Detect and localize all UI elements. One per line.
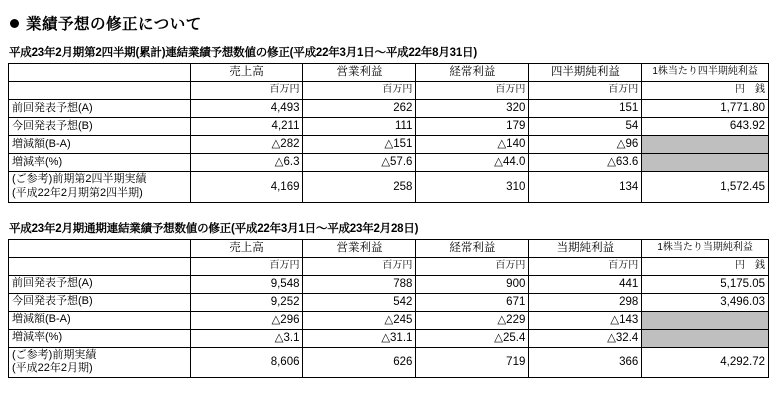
unit-operating-income: 百万円 [303, 257, 416, 275]
cell-shaded [642, 136, 769, 154]
cell-shaded [642, 329, 769, 347]
cell-value: 258 [303, 172, 416, 203]
row-label-current-forecast: 今回発表予想(B) [9, 293, 191, 311]
table-unit-row [9, 82, 769, 100]
section-caption: 平成23年2月期通期連結業績予想数値の修正(平成22年3月1日～平成23年2月28日) [9, 222, 419, 235]
cell-value: 4,292.72 [642, 347, 769, 378]
cell-value: △143 [529, 311, 642, 329]
table-row [9, 311, 769, 329]
cell-value: 441 [529, 275, 642, 293]
cell-value: 262 [303, 100, 416, 118]
unit-blank [9, 257, 191, 275]
row-label-current-forecast: 今回発表予想(B) [9, 118, 191, 136]
unit-ordinary-income: 百万円 [416, 82, 529, 100]
column-header-net-sales: 売上高 [190, 64, 303, 82]
unit-eps: 円 銭 [642, 257, 769, 275]
cell-value: 5,175.05 [642, 275, 769, 293]
column-header-operating-income: 営業利益 [303, 64, 416, 82]
column-header-ordinary-income: 経常利益 [416, 239, 529, 257]
cell-value: 788 [303, 275, 416, 293]
cell-value: △282 [190, 136, 303, 154]
section-caption: 平成23年2月期第2四半期(累計)連結業績予想数値の修正(平成22年3月1日～平成22年8月31日) [9, 47, 477, 59]
cell-value: 4,493 [190, 100, 303, 118]
cell-value: 900 [416, 275, 529, 293]
unit-ordinary-income: 百万円 [416, 257, 529, 275]
cell-value: 1,771.80 [642, 100, 769, 118]
column-header-net-income: 当期純利益 [529, 239, 642, 257]
section-q2-forecast-revision [8, 44, 769, 203]
unit-quarterly-net-income: 百万円 [529, 82, 642, 100]
column-header-ordinary-income: 経常利益 [416, 64, 529, 82]
cell-value: △229 [416, 311, 529, 329]
cell-value: 366 [529, 347, 642, 378]
table-row [9, 347, 769, 378]
column-header-eps: 1株当たり当期純利益 [642, 239, 769, 257]
column-header-operating-income: 営業利益 [303, 239, 416, 257]
table-row [9, 329, 769, 347]
cell-value: △3.1 [190, 329, 303, 347]
cell-value: 320 [416, 100, 529, 118]
table-unit-row [9, 257, 769, 275]
cell-value: 542 [303, 293, 416, 311]
cell-value: 719 [416, 347, 529, 378]
table-row [9, 154, 769, 172]
row-label-previous-forecast: 前回発表予想(A) [9, 275, 191, 293]
forecast-table-q2 [8, 63, 769, 203]
cell-value: △296 [190, 311, 303, 329]
unit-operating-income: 百万円 [303, 82, 416, 100]
cell-value: △57.6 [303, 154, 416, 172]
cell-value: 179 [416, 118, 529, 136]
cell-value: 9,548 [190, 275, 303, 293]
cell-shaded [642, 154, 769, 172]
cell-value: 310 [416, 172, 529, 203]
cell-value: 54 [529, 118, 642, 136]
cell-value: 671 [416, 293, 529, 311]
cell-value: 151 [529, 100, 642, 118]
cell-value: 4,169 [190, 172, 303, 203]
cell-value: 643.92 [642, 118, 769, 136]
section-fullyear-forecast-revision [8, 220, 769, 379]
row-label-line2: (平成22年2月期第2四半期) [12, 186, 143, 199]
cell-value: △245 [303, 311, 416, 329]
unit-net-sales: 百万円 [190, 257, 303, 275]
unit-eps: 円 銭 [642, 82, 769, 100]
row-label-change-rate: 増減率(%) [9, 329, 191, 347]
cell-value: 9,252 [190, 293, 303, 311]
table-row [9, 100, 769, 118]
cell-value: 3,496.03 [642, 293, 769, 311]
column-header-blank [9, 64, 191, 82]
cell-value: 1,572.45 [642, 172, 769, 203]
table-row [9, 136, 769, 154]
cell-value: △6.3 [190, 154, 303, 172]
cell-value: △140 [416, 136, 529, 154]
cell-value: △151 [303, 136, 416, 154]
cell-value: 4,211 [190, 118, 303, 136]
cell-value: 626 [303, 347, 416, 378]
cell-value: △96 [529, 136, 642, 154]
table-row [9, 275, 769, 293]
table-header-row [9, 64, 769, 82]
column-header-quarterly-net-income: 四半期純利益 [529, 64, 642, 82]
section-divider [8, 207, 769, 220]
cell-value: 298 [529, 293, 642, 311]
forecast-table-fullyear [8, 239, 769, 379]
page-title [10, 12, 769, 34]
unit-blank [9, 82, 191, 100]
row-label-reference-prior-year [9, 172, 191, 203]
cell-value: △44.0 [416, 154, 529, 172]
table-row [9, 118, 769, 136]
column-header-blank [9, 239, 191, 257]
row-label-line1: (ご参考)前期第2四半期実績 [12, 173, 147, 185]
row-label-line1: (ご参考)前期実績 [12, 348, 97, 361]
cell-value: △25.4 [416, 329, 529, 347]
row-label-line2: (平成22年2月期) [12, 362, 93, 375]
unit-net-income: 百万円 [529, 257, 642, 275]
table-header-row [9, 239, 769, 257]
row-label-previous-forecast: 前回発表予想(A) [9, 100, 191, 118]
unit-net-sales: 百万円 [190, 82, 303, 100]
table-row [9, 172, 769, 203]
column-header-net-sales: 売上高 [190, 239, 303, 257]
cell-value: 111 [303, 118, 416, 136]
row-label-reference-prior-year [9, 347, 191, 378]
cell-value: 134 [529, 172, 642, 203]
cell-value: △32.4 [529, 329, 642, 347]
column-header-eps: 1株当たり四半期純利益 [642, 64, 769, 82]
cell-value: △63.6 [529, 154, 642, 172]
row-label-change-amount: 増減額(B-A) [9, 136, 191, 154]
filled-circle-icon [10, 19, 19, 28]
cell-value: 8,606 [190, 347, 303, 378]
table-row [9, 293, 769, 311]
cell-value: △31.1 [303, 329, 416, 347]
row-label-change-rate: 増減率(%) [9, 154, 191, 172]
row-label-change-amount: 増減額(B-A) [9, 311, 191, 329]
cell-shaded [642, 311, 769, 329]
page-title-text: 業績予想の修正について [26, 16, 202, 33]
